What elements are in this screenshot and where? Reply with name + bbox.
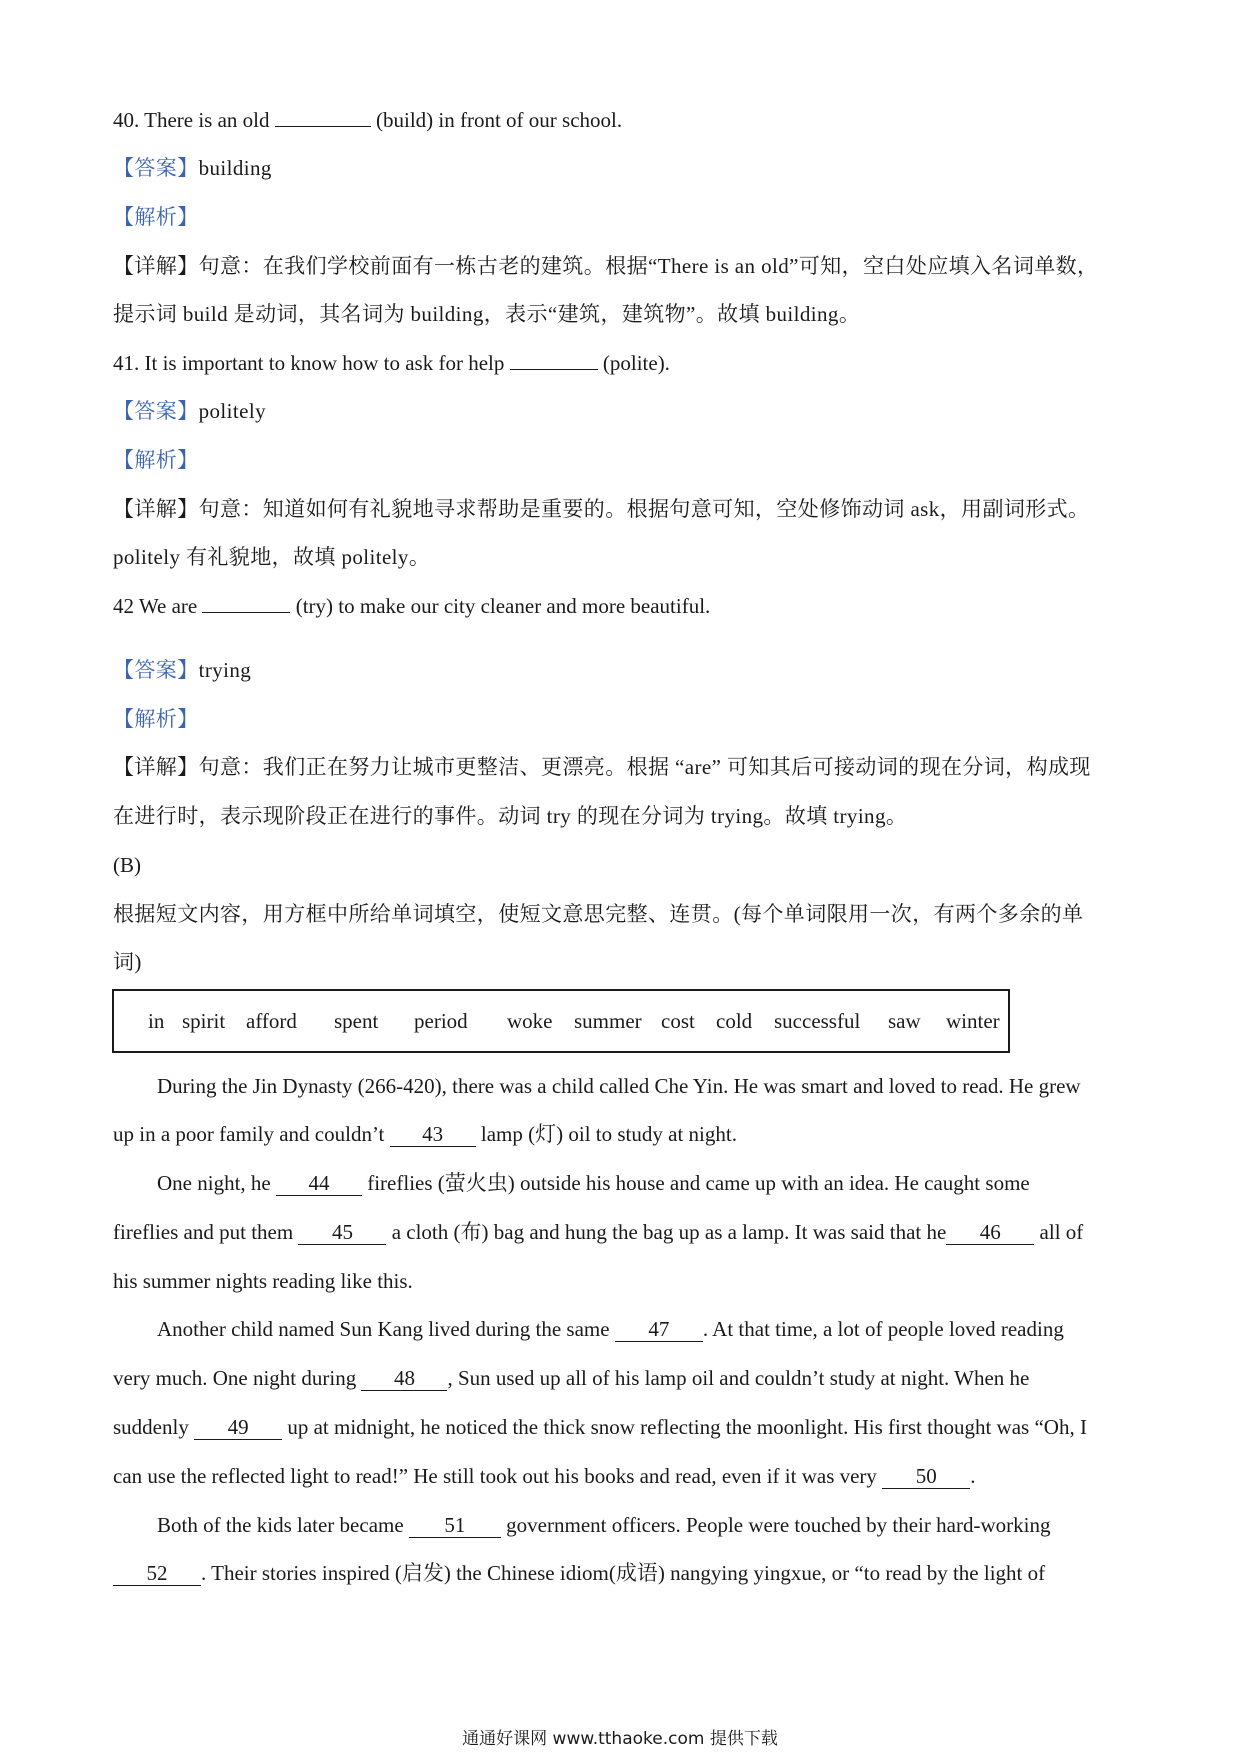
- q40-analysis-tag: 【解析】: [113, 205, 199, 229]
- word-box-item: spirit: [182, 1009, 226, 1033]
- q40-detail-line-2: 提示词 build 是动词，其名词为 building，表示“建筑，建筑物”。故填 building。: [113, 302, 861, 326]
- q40-detail-line-1: 【详解】句意：在我们学校前面有一栋古老的建筑。根据“There is an old”可知，空白处应填入名词单数，: [113, 254, 1099, 278]
- word-box-item: summer: [574, 1009, 642, 1033]
- word-box-item: spent: [334, 1009, 379, 1033]
- answer-tag: 【答案】: [113, 156, 199, 180]
- detail-tag: 【详解】: [113, 254, 199, 278]
- word-box-item: woke: [507, 1009, 553, 1033]
- q42-detail-line-1: 【详解】句意：我们正在努力让城市更整洁、更漂亮。根据 “are” 可知其后可接动词的现在分词，构成现: [113, 755, 1091, 779]
- word-box: [112, 989, 1010, 1053]
- blank-49[interactable]: 49: [194, 1415, 282, 1440]
- blank-51[interactable]: 51: [409, 1513, 501, 1538]
- q40-answer: building: [198, 156, 272, 180]
- q41-detail-line-2: politely 有礼貌地，故填 politely。: [113, 545, 431, 569]
- passage-p4-line-2: 52 . Their stories inspired (启发) the Chinese idiom(成语) nangying yingxue, or “to read by the light of: [113, 1559, 1045, 1587]
- passage-p3-line-4: can use the reflected light to read!” He still took out his books and read, even if it was very 50 .: [113, 1464, 976, 1488]
- passage-p2-line-2: fireflies and put them 45 a cloth (布) bag and hung the bag up as a lamp. It was said that he 46 all of: [113, 1220, 1084, 1244]
- blank-46[interactable]: 46: [946, 1220, 1034, 1245]
- word-box-item: in: [148, 1009, 165, 1033]
- passage-p2-line-3: his summer nights reading like this.: [113, 1269, 413, 1293]
- q41-answer: politely: [198, 399, 266, 423]
- q40-blank[interactable]: [275, 126, 371, 127]
- word-box-item: cold: [716, 1009, 753, 1033]
- passage-p3-line-1: Another child named Sun Kang lived during the same 47 . At that time, a lot of people loved reading: [157, 1317, 1064, 1341]
- detail-tag: 【详解】: [113, 497, 199, 521]
- blank-45[interactable]: 45: [298, 1220, 386, 1245]
- word-box-item: successful: [774, 1009, 861, 1033]
- word-box-item: period: [414, 1009, 468, 1033]
- section-b-instruction-2: 词): [113, 950, 142, 974]
- passage-p3-line-3: suddenly 49 up at midnight, he noticed the thick snow reflecting the moonlight. His first thought was “Oh, I: [113, 1415, 1087, 1439]
- word-box-item: winter: [946, 1009, 1000, 1033]
- section-b-instruction-1: 根据短文内容，用方框中所给单词填空，使短文意思完整、连贯。(每个单词限用一次，有两个多余的单: [113, 902, 1084, 926]
- q42-analysis-tag: 【解析】: [113, 707, 199, 731]
- passage-p4-line-1: Both of the kids later became 51 government officers. People were touched by their hard-working: [157, 1513, 1051, 1537]
- q40-answer-line: [113, 154, 272, 182]
- word-box-item: saw: [888, 1009, 921, 1033]
- blank-48[interactable]: 48: [361, 1366, 447, 1391]
- footer-watermark: 通通好课网 www.tthaoke.com 提供下载: [462, 1729, 778, 1749]
- q42-question: 42 We are (try) to make our city cleaner and more beautiful.: [113, 594, 711, 618]
- word-box-item: cost: [661, 1009, 695, 1033]
- blank-43[interactable]: 43: [390, 1122, 476, 1147]
- section-b-label: (B): [113, 853, 141, 877]
- answer-tag: 【答案】: [113, 658, 199, 682]
- answer-tag: 【答案】: [113, 399, 199, 423]
- q42-detail-line-2: 在进行时，表示现阶段正在进行的事件。动词 try 的现在分词为 trying。故填 trying。: [113, 804, 908, 828]
- passage-p1-line-2: up in a poor family and couldn’t 43 lamp (灯) oil to study at night.: [113, 1122, 737, 1146]
- passage-p1-line-1: During the Jin Dynasty (266-420), there was a child called Che Yin. He was smart and loved to read. He grew: [157, 1074, 1081, 1098]
- q41-answer-line: [113, 397, 266, 425]
- q41-blank[interactable]: [510, 369, 598, 370]
- blank-52[interactable]: 52: [113, 1561, 201, 1586]
- q42-blank[interactable]: [202, 612, 290, 613]
- blank-50[interactable]: 50: [882, 1464, 970, 1489]
- word-box-item: afford: [246, 1009, 297, 1033]
- q41-analysis-tag: 【解析】: [113, 448, 199, 472]
- q41-question: 41. It is important to know how to ask for help (polite).: [113, 351, 670, 375]
- q41-detail-line-1: 【详解】句意：知道如何有礼貌地寻求帮助是重要的。根据句意可知，空处修饰动词 ask，用副词形式。: [113, 497, 1090, 521]
- detail-tag: 【详解】: [113, 755, 199, 779]
- passage-p2-line-1: One night, he 44 fireflies (萤火虫) outside his house and came up with an idea. He caught some: [157, 1171, 1030, 1195]
- blank-44[interactable]: 44: [276, 1171, 362, 1196]
- q42-answer-line: [113, 656, 251, 684]
- passage-p3-line-2: very much. One night during 48 , Sun used up all of his lamp oil and couldn’t study at night. When he: [113, 1366, 1030, 1390]
- q40-question: 40. There is an old (build) in front of our school.: [113, 108, 623, 132]
- blank-47[interactable]: 47: [615, 1317, 703, 1342]
- q42-answer: trying: [198, 658, 252, 682]
